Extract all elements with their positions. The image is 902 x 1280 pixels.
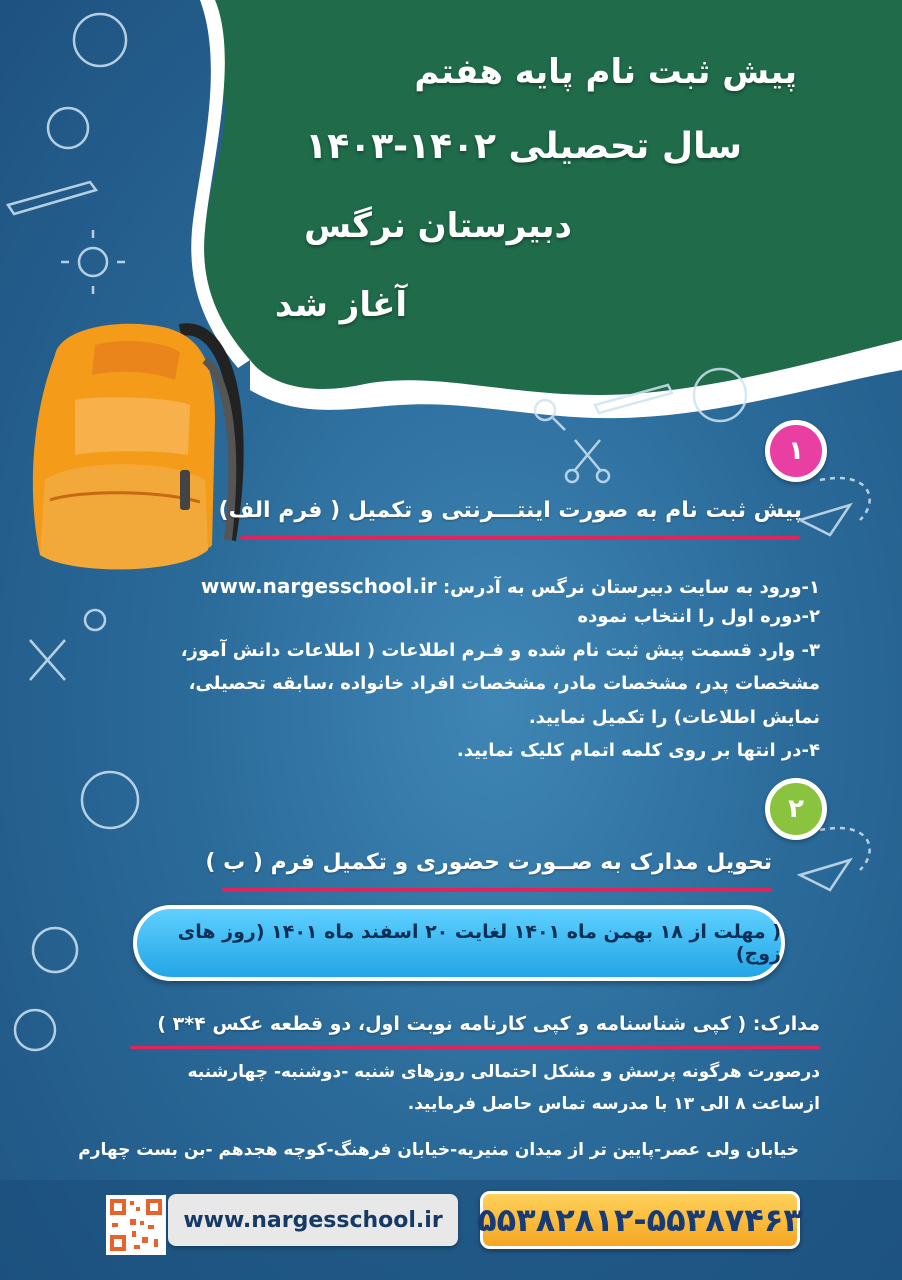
backpack-illustration	[33, 324, 238, 570]
step-2-title: تحویل مدارک به صــورت حضوری و تکمیل فرم ( ب )	[205, 850, 772, 875]
step-2-underline	[222, 888, 772, 892]
step-1-item-6: ۴-در انتها بر روی کلمه اتمام کلیک نمایید.	[456, 740, 820, 761]
step-1-title: پیش ثبت نام به صورت اینتـــرنتی و تکمیل ( فرم الف)	[218, 498, 802, 523]
title-line-4: آغاز شد	[274, 285, 407, 325]
sun-doodle	[79, 248, 107, 276]
phone-numbers	[477, 1191, 803, 1249]
qr-code	[106, 1195, 166, 1255]
ball-doodle	[48, 108, 88, 148]
ball-doodle-2	[15, 1010, 55, 1050]
scissors-doodle	[575, 440, 600, 470]
deadline-text: ( مهلت از ۱۸ بهمن ماه ۱۴۰۱ لغایت ۲۰ اسفند ماه ۱۴۰۱ (روز های زوج)	[177, 921, 781, 965]
phone-numbers-text: ۵۵۳۸۲۸۱۲-۵۵۳۸۷۴۶۳	[477, 1201, 803, 1239]
title-line-1: پیش ثبت نام پایه هفتم	[414, 52, 797, 92]
step-1-item-2: ۲-دوره اول را انتخاب نموده	[577, 606, 820, 627]
documents-line: مدارک: ( کپی شناسنامه و کپی کارنامه نوبت اول، دو قطعه عکس ۴*۳ )	[157, 1013, 820, 1035]
clock-doodle	[33, 928, 77, 972]
footer-url[interactable]	[168, 1194, 458, 1246]
step-1-item-1-text: ۱-ورود به سایت دبیرستان نرگس به آدرس:	[442, 577, 820, 598]
footer-url-text[interactable]: www.nargesschool.ir	[183, 1207, 443, 1233]
step-1-item-4: مشخصات پدر، مشخصات مادر، مشخصات افراد خانواده ،سابقه تحصیلی،	[188, 673, 820, 694]
step-1-item-5: نمایش اطلاعات) را تکمیل نمایید.	[528, 707, 820, 728]
magnifier-doodle-2	[85, 610, 105, 630]
step-1-underline	[240, 536, 800, 540]
step-1-item-1	[201, 574, 820, 598]
documents-underline	[130, 1046, 820, 1049]
pencil-doodle	[8, 182, 96, 214]
qr-code-icon	[106, 1195, 166, 1255]
plane-doodle	[800, 505, 850, 535]
plane-doodle-2	[800, 860, 850, 890]
address-line: خیابان ولی عصر-پایین تر از میدان منیریه-خیابان فرهنگ-کوچه هجدهم -بن بست چهارم	[78, 1140, 799, 1160]
contact-line-2: ازساعت ۸ الی ۱۳ با مدرسه تماس حاصل فرمایید.	[407, 1094, 820, 1114]
step-2-badge: ۲	[765, 778, 827, 840]
title-line-3: دبیرستان نرگس	[304, 206, 572, 246]
step-1-url[interactable]: www.nargesschool.ir	[200, 574, 437, 598]
title-line-2: سال تحصیلی ۱۴۰۲-۱۴۰۳	[305, 126, 742, 167]
step-1-item-3: ۳- وارد قسمت پیش ثبت نام شده و فـرم اطلاعات ( اطلاعات دانش آموز،	[180, 640, 820, 661]
contact-line-1: درصورت هرگونه پرسش و مشکل احتمالی روزهای شنبه -دوشنبه- چهارشنبه	[187, 1062, 820, 1082]
globe-doodle-2	[82, 772, 138, 828]
step-1-badge: ۱	[765, 420, 827, 482]
deadline-pill	[133, 905, 785, 981]
alarm-clock-doodle	[74, 14, 126, 66]
